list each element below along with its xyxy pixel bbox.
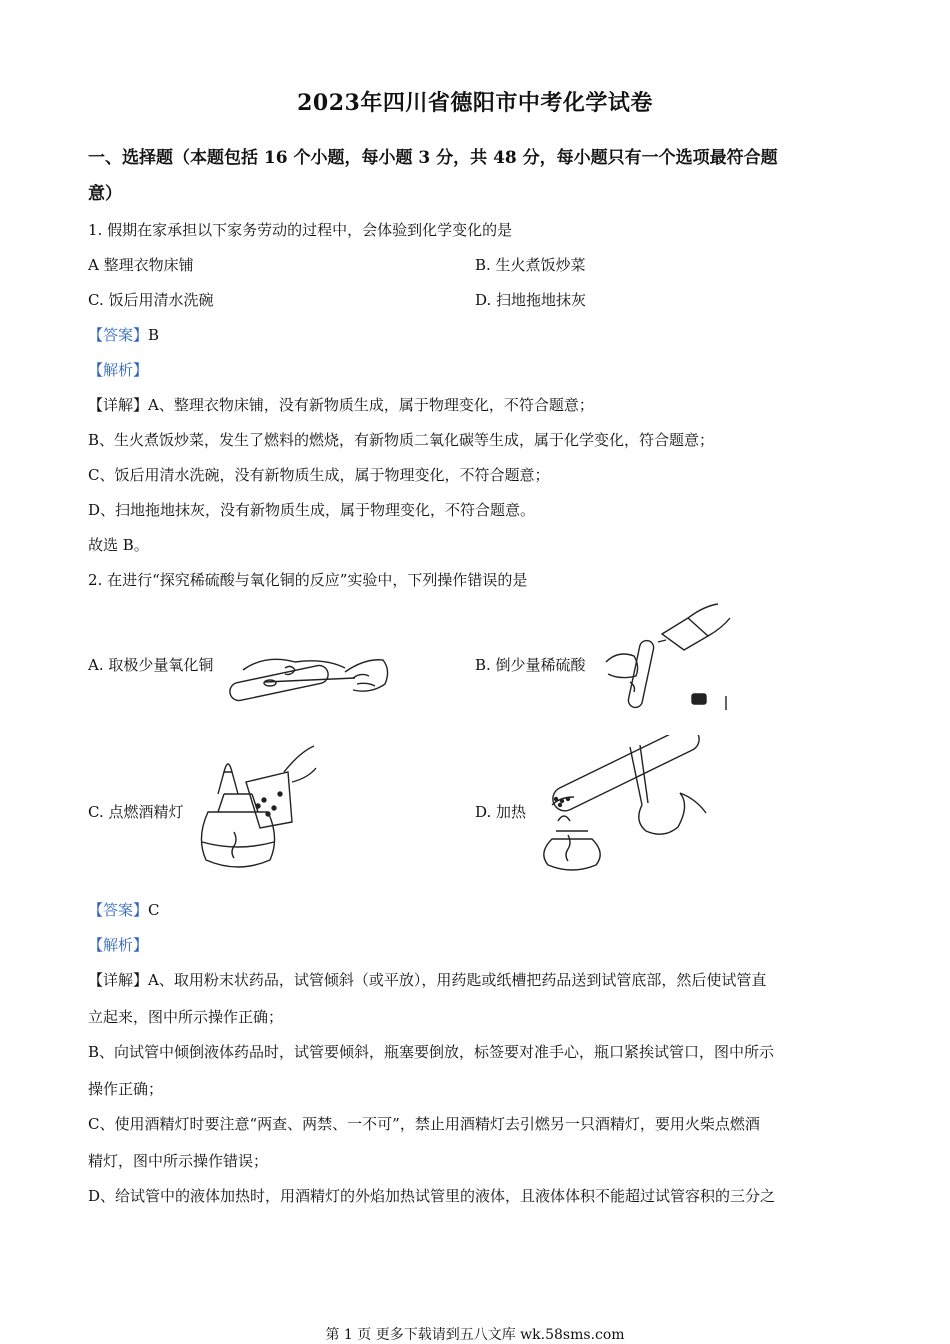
q2-detail-a-line1 bbox=[88, 970, 766, 990]
q2-option-d: D. 加热 bbox=[475, 803, 527, 821]
q2-option-a: A. 取极少量氧化铜 bbox=[88, 656, 214, 674]
figure-pour-sulfuric-acid bbox=[600, 600, 735, 715]
q2-option-c: C. 点燃酒精灯 bbox=[88, 803, 184, 821]
detail-label: 【详解】 bbox=[88, 396, 149, 414]
q1-detail-c: C、饭后用清水洗碗，没有新物质生成，属于物理变化，不符合题意； bbox=[88, 466, 550, 484]
q1-detail-a bbox=[88, 395, 594, 415]
q2-detail-c-line1: C、使用酒精灯时要注意“两查、两禁、一不可”，禁止用酒精灯去引燃另一只酒精灯，要用火柴点燃酒 bbox=[88, 1115, 760, 1133]
q1-answer bbox=[88, 325, 159, 345]
q2-detail-b-line1: B、向试管中倾倒液体药品时，试管要倾斜，瓶塞要倒放，标签要对准手心，瓶口紧挨试管口，图中所示 bbox=[88, 1043, 775, 1061]
section-heading-line1: 一、选择题（本题包括 16 个小题，每小题 3 分，共 48 分，每小题只有一个选项最符合题 bbox=[88, 148, 778, 168]
q2-analysis-label: 【解析】 bbox=[88, 936, 149, 954]
answer-value: B bbox=[148, 326, 160, 344]
q1-option-b: B. 生火煮饭炒菜 bbox=[475, 256, 586, 274]
answer-label: 【答案】 bbox=[88, 901, 149, 919]
answer-value: C bbox=[148, 901, 160, 919]
figure-light-alcohol-lamp bbox=[188, 742, 318, 877]
q2-detail-c-line2: 精灯，图中所示操作错误； bbox=[88, 1152, 269, 1170]
q2-stem: 2. 在进行“探究稀硫酸与氧化铜的反应”实验中，下列操作错误的是 bbox=[88, 571, 528, 589]
q2-answer bbox=[88, 900, 160, 920]
section-heading-line2: 意） bbox=[88, 184, 122, 204]
page-footer: 第 1 页 更多下载请到五八文库 wk.58sms.com bbox=[325, 1327, 625, 1343]
figure-heat-test-tube bbox=[530, 735, 710, 875]
q2-detail-d-line1: D、给试管中的液体加热时，用酒精灯的外焰加热试管里的液体，且液体体积不能超过试管容积的三分之 bbox=[88, 1187, 776, 1205]
q1-detail-b: B、生火煮饭炒菜，发生了燃料的燃烧，有新物质二氧化碳等生成，属于化学变化，符合题意； bbox=[88, 431, 715, 449]
q2-option-b: B. 倒少量稀硫酸 bbox=[475, 656, 586, 674]
q1-option-d: D. 扫地拖地抹灰 bbox=[475, 291, 587, 309]
detail-text: A、取用粉末状药品，试管倾斜（或平放），用药匙或纸槽把药品送到试管底部，然后使试管直 bbox=[148, 971, 767, 989]
q1-analysis-label: 【解析】 bbox=[88, 361, 149, 379]
q1-detail-d: D、扫地拖地抹灰，没有新物质生成，属于物理变化，不符合题意。 bbox=[88, 501, 536, 519]
q1-option-c: C. 饭后用清水洗碗 bbox=[88, 291, 214, 309]
q2-detail-a-line2: 立起来，图中所示操作正确； bbox=[88, 1008, 284, 1026]
q1-option-a: A 整理衣物床铺 bbox=[88, 256, 194, 274]
figure-take-copper-oxide bbox=[225, 650, 395, 720]
q2-detail-b-line2: 操作正确； bbox=[88, 1080, 164, 1098]
detail-text: A、整理衣物床铺，没有新物质生成，属于物理变化，不符合题意； bbox=[148, 396, 594, 414]
q1-stem: 1. 假期在家承担以下家务劳动的过程中，会体验到化学变化的是 bbox=[88, 221, 513, 239]
q1-conclusion: 故选 B。 bbox=[88, 536, 149, 554]
page-title: 2023年四川省德阳市中考化学试卷 bbox=[297, 90, 653, 116]
answer-label: 【答案】 bbox=[88, 326, 149, 344]
detail-label: 【详解】 bbox=[88, 971, 149, 989]
